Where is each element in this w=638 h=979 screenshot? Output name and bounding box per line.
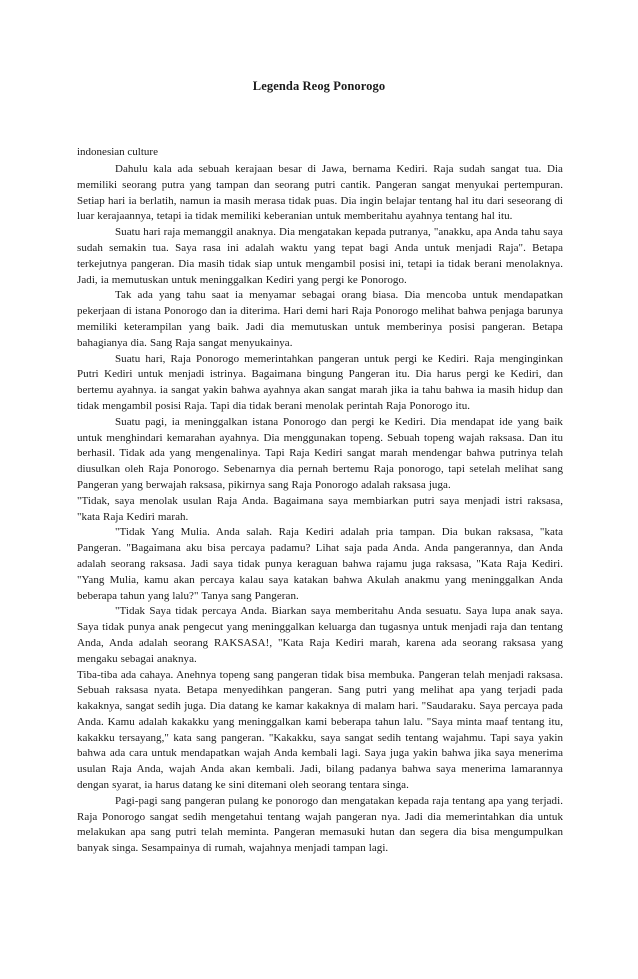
document-title: Legenda Reog Ponorogo (252, 79, 386, 93)
paragraph: Dahulu kala ada sebuah kerajaan besar di Jawa, bernama Kediri. Raja sudah sangat tua. Dia memiliki seorang putra yang tampan dan seorang putri cantik. Pangeran sangat menyukai pertempuran. Setiap hari ia berlatih, namun ia masih merasa tidak puas. Dia ingin belajar tentang hal itu dari seseorang di luar kerajaannya, tetapi ia tidak memiliki keberanian untuk memberitahu ayahnya tentang hal itu. (77, 163, 563, 223)
paragraph: "Tidak Yang Mulia. Anda salah. Raja Kediri adalah pria tampan. Dia bukan raksasa, "kata Pangeran. "Bagaimana aku bisa percaya padamu? Lihat saja pada Anda. Anda pangerannya, dan Anda adalah seorang raksasa. Jadi saya tidak punya keraguan bahwa rajamu juga raksasa, "Kata Raja Kediri. "Yang Mulia, kamu akan percaya kalau saya katakan bahwa Akulah anakmu yang meninggalkan Anda beberapa tahun yang lalu?" Tanya sang Pangeran. (77, 526, 563, 602)
paragraph: Suatu hari raja memanggil anaknya. Dia mengatakan kepada putranya, "anakku, apa Anda tahu saya sudah semakin tua. Saya rasa ini adalah waktu yang tepat bagi Anda untuk menjadi Raja". Betapa terkejutnya pangeran. Dia masih tidak siap untuk mengambil posisi ini, tetapi ia tidak berani menolaknya. Jadi, ia memutuskan untuk meninggalkan Kediri yang pergi ke Ponorogo. (77, 226, 563, 286)
category-tag: indonesian culture (77, 146, 158, 158)
paragraph: Suatu pagi, ia meninggalkan istana Ponorogo dan pergi ke Kediri. Dia mendapat ide yang baik untuk menghindari kemarahan ayahnya. Dia menggunakan topeng. Sebuah topeng wajah raksasa. Dan itu berhasil. Tidak ada yang mengenalinya. Tapi Raja Kediri sangat marah mendengar bahwa putrinya telah diusulkan oleh Raja Ponorogo. Sebenarnya dia pernah bertemu Raja ponorogo, tapi setelah melihat sang Pangeran yang berwajah raksasa, pikirnya sang Raja Ponorogo adalah raksasa juga. (77, 415, 563, 491)
document-body (77, 162, 563, 857)
paragraph: Suatu hari, Raja Ponorogo memerintahkan pangeran untuk pergi ke Kediri. Raja menginginkan Putri Kediri untuk menjadi istrinya. Bagaimana bingung Pangeran itu. Dia harus pergi ke Kediri, dan bertemu ayahnya. ia sangat yakin bahwa ayahnya akan sangat marah jika ia tahu bahwa ia masih hidup dan tidak mengambil posisi Raja. Tapi dia tidak berani menolak perintah Raja Ponorogo itu. (77, 352, 563, 412)
paragraph: "Tidak Saya tidak percaya Anda. Biarkan saya memberitahu Anda sesuatu. Saya lupa anak saya. Saya tidak punya anak pengecut yang meninggalkan keluarga dan tugasnya untuk menjadi raja dan tentang Anda, Anda adalah seorang RAKSASA!, "Kata Raja Kediri marah, karena ada seorang raksasa yang mengaku sebagai anaknya. (77, 605, 563, 665)
paragraph: Tiba-tiba ada cahaya. Anehnya topeng sang pangeran tidak bisa membuka. Pangeran telah menjadi raksasa. Sebuah raksasa nyata. Betapa menyedihkan pangeran. Sang putri yang melihat apa yang terjadi pada kakaknya, sangat sedih juga. Dia datang ke kamar kakaknya di malam hari. "Saudaraku. Saya percaya pada Anda. Kamu adalah kakakku yang meninggalkan kami beberapa tahun lalu. "Saya minta maaf tentang itu, kakakku tersayang," kata sang pangeran. "Kakakku, saya sangat sedih tentang wajahmu. Tapi saya yakin bahwa ada cara untuk mendapatkan wajah Anda kembali lagi. Saya juga yakin bahwa jika saya menerima usulan Raja Anda, wajah Anda akan kembali. Jadi, bilang padanya bahwa saya menerima lamarannya dengan syarat, ia harus datang ke sini ditemani oleh seorang tentara singa. (77, 668, 563, 792)
paragraph: Pagi-pagi sang pangeran pulang ke ponorogo dan mengatakan kepada raja tentang apa yang terjadi. Raja Ponorogo sangat sedih mengetahui tentang wajah pangeran nya. Jadi dia memerintahkan dia untuk melakukan apa sang putri telah meminta. Pangeran memasuki hutan dan segera dia bisa mengumpulkan banyak singa. Sesampainya di rumah, wajahnya menjadi tampan lagi. (77, 794, 563, 855)
paragraph: "Tidak, saya menolak usulan Raja Anda. Bagaimana saya membiarkan putri saya menjadi istri raksasa, "kata Raja Kediri marah. (77, 494, 563, 523)
paragraph: Tak ada yang tahu saat ia menyamar sebagai orang biasa. Dia mencoba untuk mendapatkan pekerjaan di istana Ponorogo dan ia diterima. Hari demi hari Raja Ponorogo melihat bahwa penjaga barunya memiliki keterampilan yang baik. Jadi dia memutuskan untuk memberinya posisi pangeran. Betapa bahagianya dia. Sang Raja sangat menyukainya. (77, 289, 563, 349)
